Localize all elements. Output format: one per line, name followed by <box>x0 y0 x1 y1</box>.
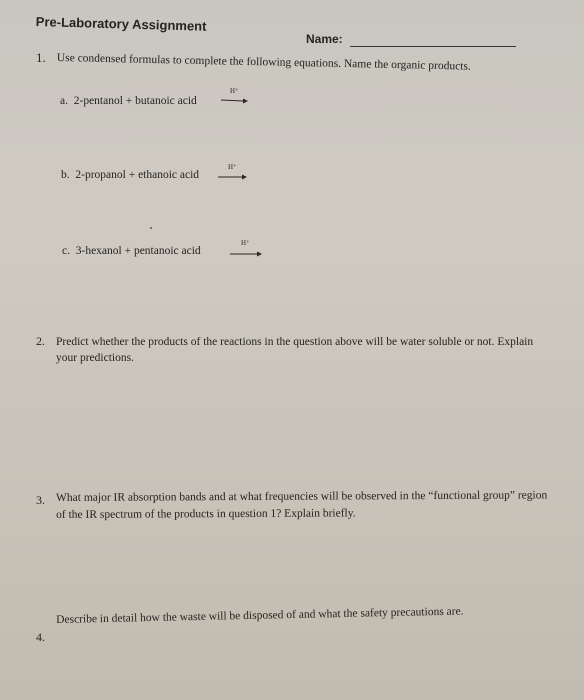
question-3-text: What major IR absorption bands and at what frequencies will be observed in the “functional group” region of the IR spectrum of the products in question 1? Explain briefly. <box>56 489 548 521</box>
equation-b-label: b. <box>61 169 70 181</box>
stray-mark <box>150 227 152 229</box>
question-1-text: Use condensed formulas to complete the following equations. Name the organic products. <box>56 52 471 73</box>
question-4-number: 4. <box>36 630 45 644</box>
name-blank-line <box>350 46 516 47</box>
equation-a-catalyst: H⁺ <box>230 87 239 95</box>
question-2-number: 2. <box>36 334 45 348</box>
question-1-number: 1. <box>36 50 46 65</box>
equation-a <box>60 95 197 107</box>
equation-c-reactants: 3-hexanol + pentanoic acid <box>75 245 201 257</box>
page-title: Pre-Laboratory Assignment <box>35 14 207 34</box>
equation-a-arrow-icon <box>219 86 249 110</box>
question-4-text: Describe in detail how the waste will be disposed of and what the safety precautions are. <box>56 605 464 626</box>
equation-c <box>62 245 201 257</box>
equation-b-arrow-icon <box>216 162 248 186</box>
equation-a-reactants: 2-pentanol + butanoic acid <box>73 95 197 107</box>
equation-b-reactants: 2-propanol + ethanoic acid <box>75 169 200 181</box>
equation-c-arrow-icon <box>228 238 264 262</box>
equation-a-label: a. <box>60 95 68 107</box>
question-3-number: 3. <box>36 493 45 507</box>
equation-c-catalyst: H⁺ <box>241 239 250 247</box>
equation-b <box>61 169 199 181</box>
question-2-text: Predict whether the products of the reactions in the question above will be water soluble or not. Explain your predictions. <box>56 336 534 364</box>
name-label: Name: <box>306 32 343 46</box>
equation-b-catalyst: H⁺ <box>228 163 237 171</box>
equation-c-label: c. <box>62 245 70 257</box>
